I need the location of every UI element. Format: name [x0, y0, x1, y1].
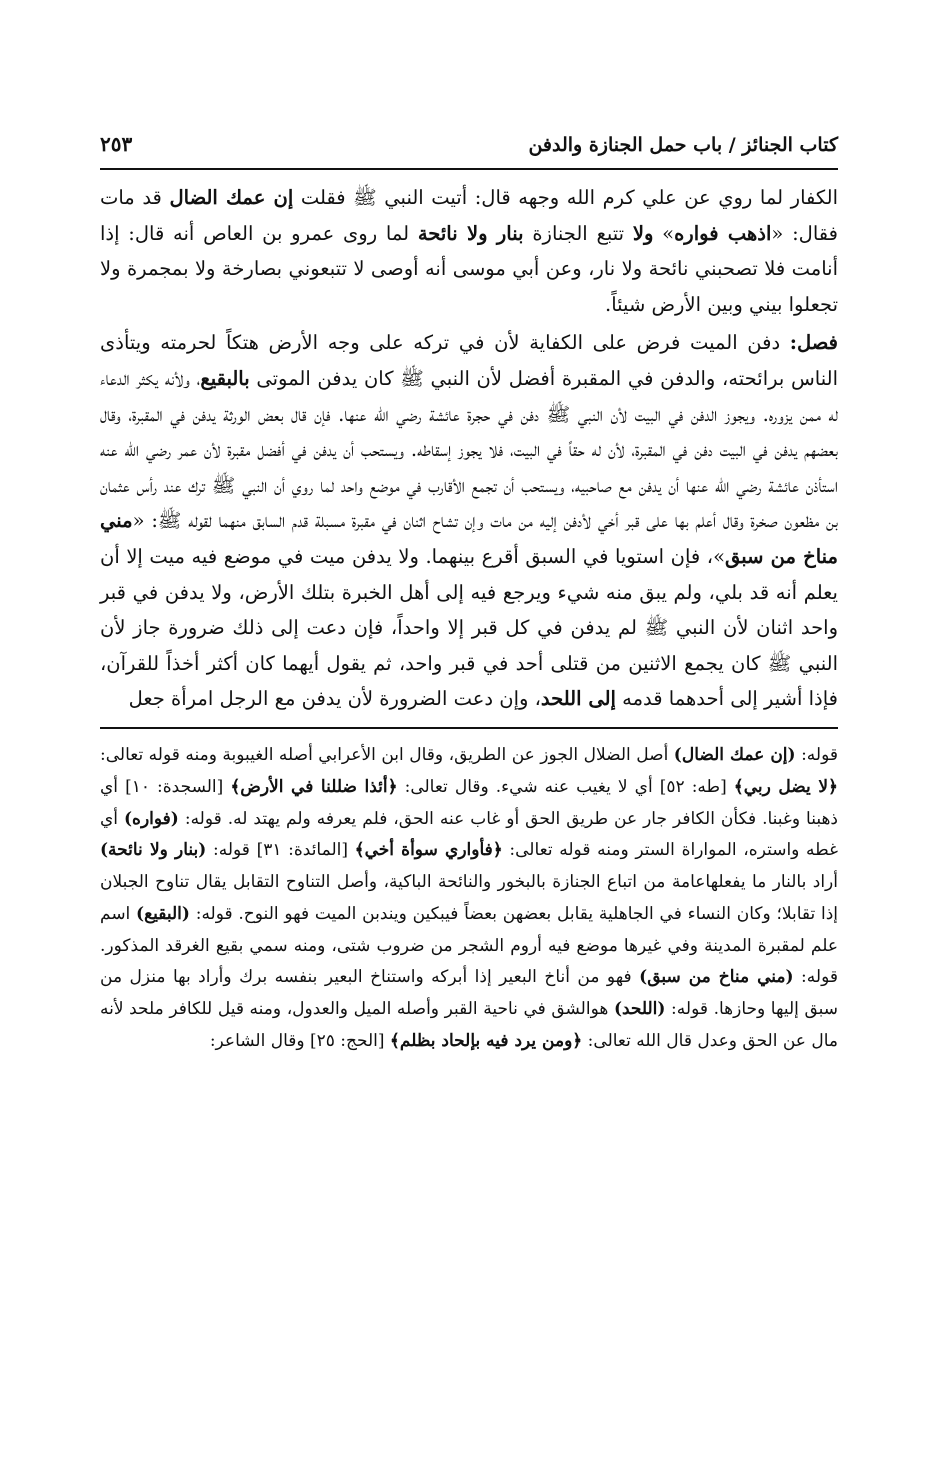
- bold-phrase: ﴿لا يضل ربي﴾: [733, 776, 838, 797]
- text-run: فهو من أناخ البعير إذا أبركه واستناخ البعير بنفسه برك وأراد بها منزل من سبق إليها وحازها. قوله:: [100, 967, 839, 1020]
- text-run: اسم علم لمقبرة المدينة وفي غيرها موضع فيه أروم الشجر من ضروب شتى، ومنه سمي بقيع الغرقد المذكور. قوله:: [100, 903, 838, 988]
- text-run: قد مات فقال: «: [100, 186, 838, 245]
- text-run: أراد بالنار ما يفعلهاعامة من اتباع الجنازة بالبخور والنائحة الباكية، وأصل التناوح التقابل يقال تناوح الجبلان إذا تقابلا؛ وكان النساء في الجاهلية يقابل بعضهن بعضاً فيبكين ويندبن الميت فهو النوح. قوله:: [100, 872, 839, 924]
- bold-phrase: مني مناخ من سبق: [100, 509, 838, 568]
- bold-phrase: بنار ولا نائحة: [417, 221, 524, 245]
- text-run: [الحج: ٢٥] وقال الشاعر:: [209, 1031, 390, 1052]
- text-run: »: [653, 221, 675, 245]
- bold-phrase: إلى اللحد: [540, 687, 616, 711]
- text-run: لما روى عمرو بن العاص أنه قال: إذا أنامت فلا تصحبني نائحة ولا نار، وعن أبي موسى أنه أوصى لا تتبعوني بصارخة ولا بمجمرة ولا تجعلوا بيني وبين الأرض شيئاً.: [100, 221, 838, 316]
- bold-phrase: ولا: [632, 221, 654, 245]
- text-run: أصل الضلال الجوز عن الطريق، وقال ابن الأعرابي أصله الغيبوبة ومنه قوله تعالى:: [100, 744, 674, 765]
- book-page: [100, 132, 838, 1058]
- text-run: ، وإن دعت الضرورة لأن يدفن مع الرجل امرأة جعل: [128, 687, 541, 711]
- text-run: ، ولأنه يكثر الدعاء له ممن يزوره. ويجوز الدفن في البيت لأن النبي ﷺ دفن في حجرة عائشة رضي الله عنها. فإن قال بعض الورثة يدفن في المقبرة، وقال بعضهم يدفن في البيت دفن في المقبرة، لأن له حقاً في البيت، فلا يجوز إسقاطه. ويستحب أن يدفن في أفضل مقبرة لأن عمر رضي الله عنه استأذن عائشة رضي الله عنها أن يدفن مع صاحبيه، ويستحب أن تجمع الأقارب في موضع واحد لما روي أن النبي ﷺ ترك عند رأس عثمان بن مظعون صخرة وقال أعلم بها على قبر أخي لأدفن إليه من مات وإن تشاح اثنان في مقبرة مسبلة قدم السابق منهما لقوله ﷺ: «: [100, 366, 838, 533]
- main-paragraph-2: [100, 325, 838, 717]
- bold-phrase: (مني مناخ من سبق): [639, 967, 794, 988]
- bold-phrase: (اللحد): [613, 999, 666, 1020]
- text-run: هوالشق في ناحية القبر وأصله الميل والعدول، ومنه قيل للكافر ملحد لأنه مال عن الحق وعدل قال الله تعالى:: [100, 999, 838, 1052]
- text-run: أي غطه واستره، المواراة الستر ومنه قوله تعالى:: [100, 808, 838, 861]
- bold-phrase: (بنار ولا نائحة): [100, 840, 207, 861]
- bold-phrase: اذهب فواره: [674, 221, 772, 245]
- text-run: [طه: ٥٢] أي لا يغيب عنه شيء. وقال تعالى:: [397, 776, 734, 797]
- text-run: الكفار لما روي عن علي كرم الله وجهه قال: أتيت النبي ﷺ فقلت: [293, 186, 838, 209]
- bold-phrase: (البقيع): [136, 903, 190, 924]
- footnote-paragraph: [100, 740, 838, 1058]
- section-label: فصل:: [789, 331, 838, 355]
- text-run: قوله:: [795, 744, 838, 765]
- footnote-divider: [100, 727, 838, 729]
- main-text: [100, 180, 838, 717]
- footnotes: [100, 740, 838, 1058]
- bold-phrase: إن عمك الضال: [169, 186, 294, 209]
- chapter-title: كتاب الجنائز / باب حمل الجنازة والدفن: [528, 134, 838, 156]
- bold-phrase: ﴿فأواري سوأة أخي﴾: [354, 840, 503, 861]
- page-number: ٢٥٣: [100, 132, 133, 156]
- text-run: [السجدة: ١٠] أي ذهبنا وغبنا. فكأن الكافر جار عن طريق الحق أو غاب عنه الحق، فلم يعرفه ولم يهتد له. قوله:: [100, 776, 838, 829]
- bold-phrase: ﴿ومن يرد فيه بإلحاد بظلم﴾: [389, 1031, 583, 1052]
- text-run: تتبع الجنازة: [523, 221, 633, 245]
- text-run: »، فإن استويا في السبق أقرع بينهما. ولا يدفن ميت في موضع فيه ميت إلا أن يعلم أنه قد بلي، ولم يبق منه شيء ويرجع فيه إلى أهل الخبرة بتلك الأرض، ولا يدفن في قبر واحد اثنان لأن النبي ﷺ لم يدفن في كل قبر إلا واحداً، فإن دعت إلى ذلك ضرورة جاز لأن النبي ﷺ كان يجمع الاثنين من قتلى أحد في قبر واحد، ثم يقول أيهما كان أكثر أخذاً للقرآن، فإذا أشير إلى أحدهما قدمه: [100, 544, 838, 711]
- text-run: [المائدة: ٣١] قوله:: [206, 840, 355, 861]
- bold-phrase: (إن عمك الضال): [673, 744, 796, 765]
- running-header: [100, 132, 838, 170]
- bold-phrase: ﴿أئذا ضللنا في الأرض﴾: [230, 776, 398, 797]
- bold-phrase: (فواره): [124, 808, 179, 829]
- bold-phrase: بالبقيع: [200, 366, 250, 390]
- main-paragraph-1: [100, 180, 838, 322]
- text-run: دفن الميت فرض على الكفاية لأن في تركه على وجه الأرض هتكاً لحرمته ويتأذى الناس برائحته، والدفن في المقبرة أفضل لأن النبي ﷺ كان يدفن الموتى: [100, 331, 838, 390]
